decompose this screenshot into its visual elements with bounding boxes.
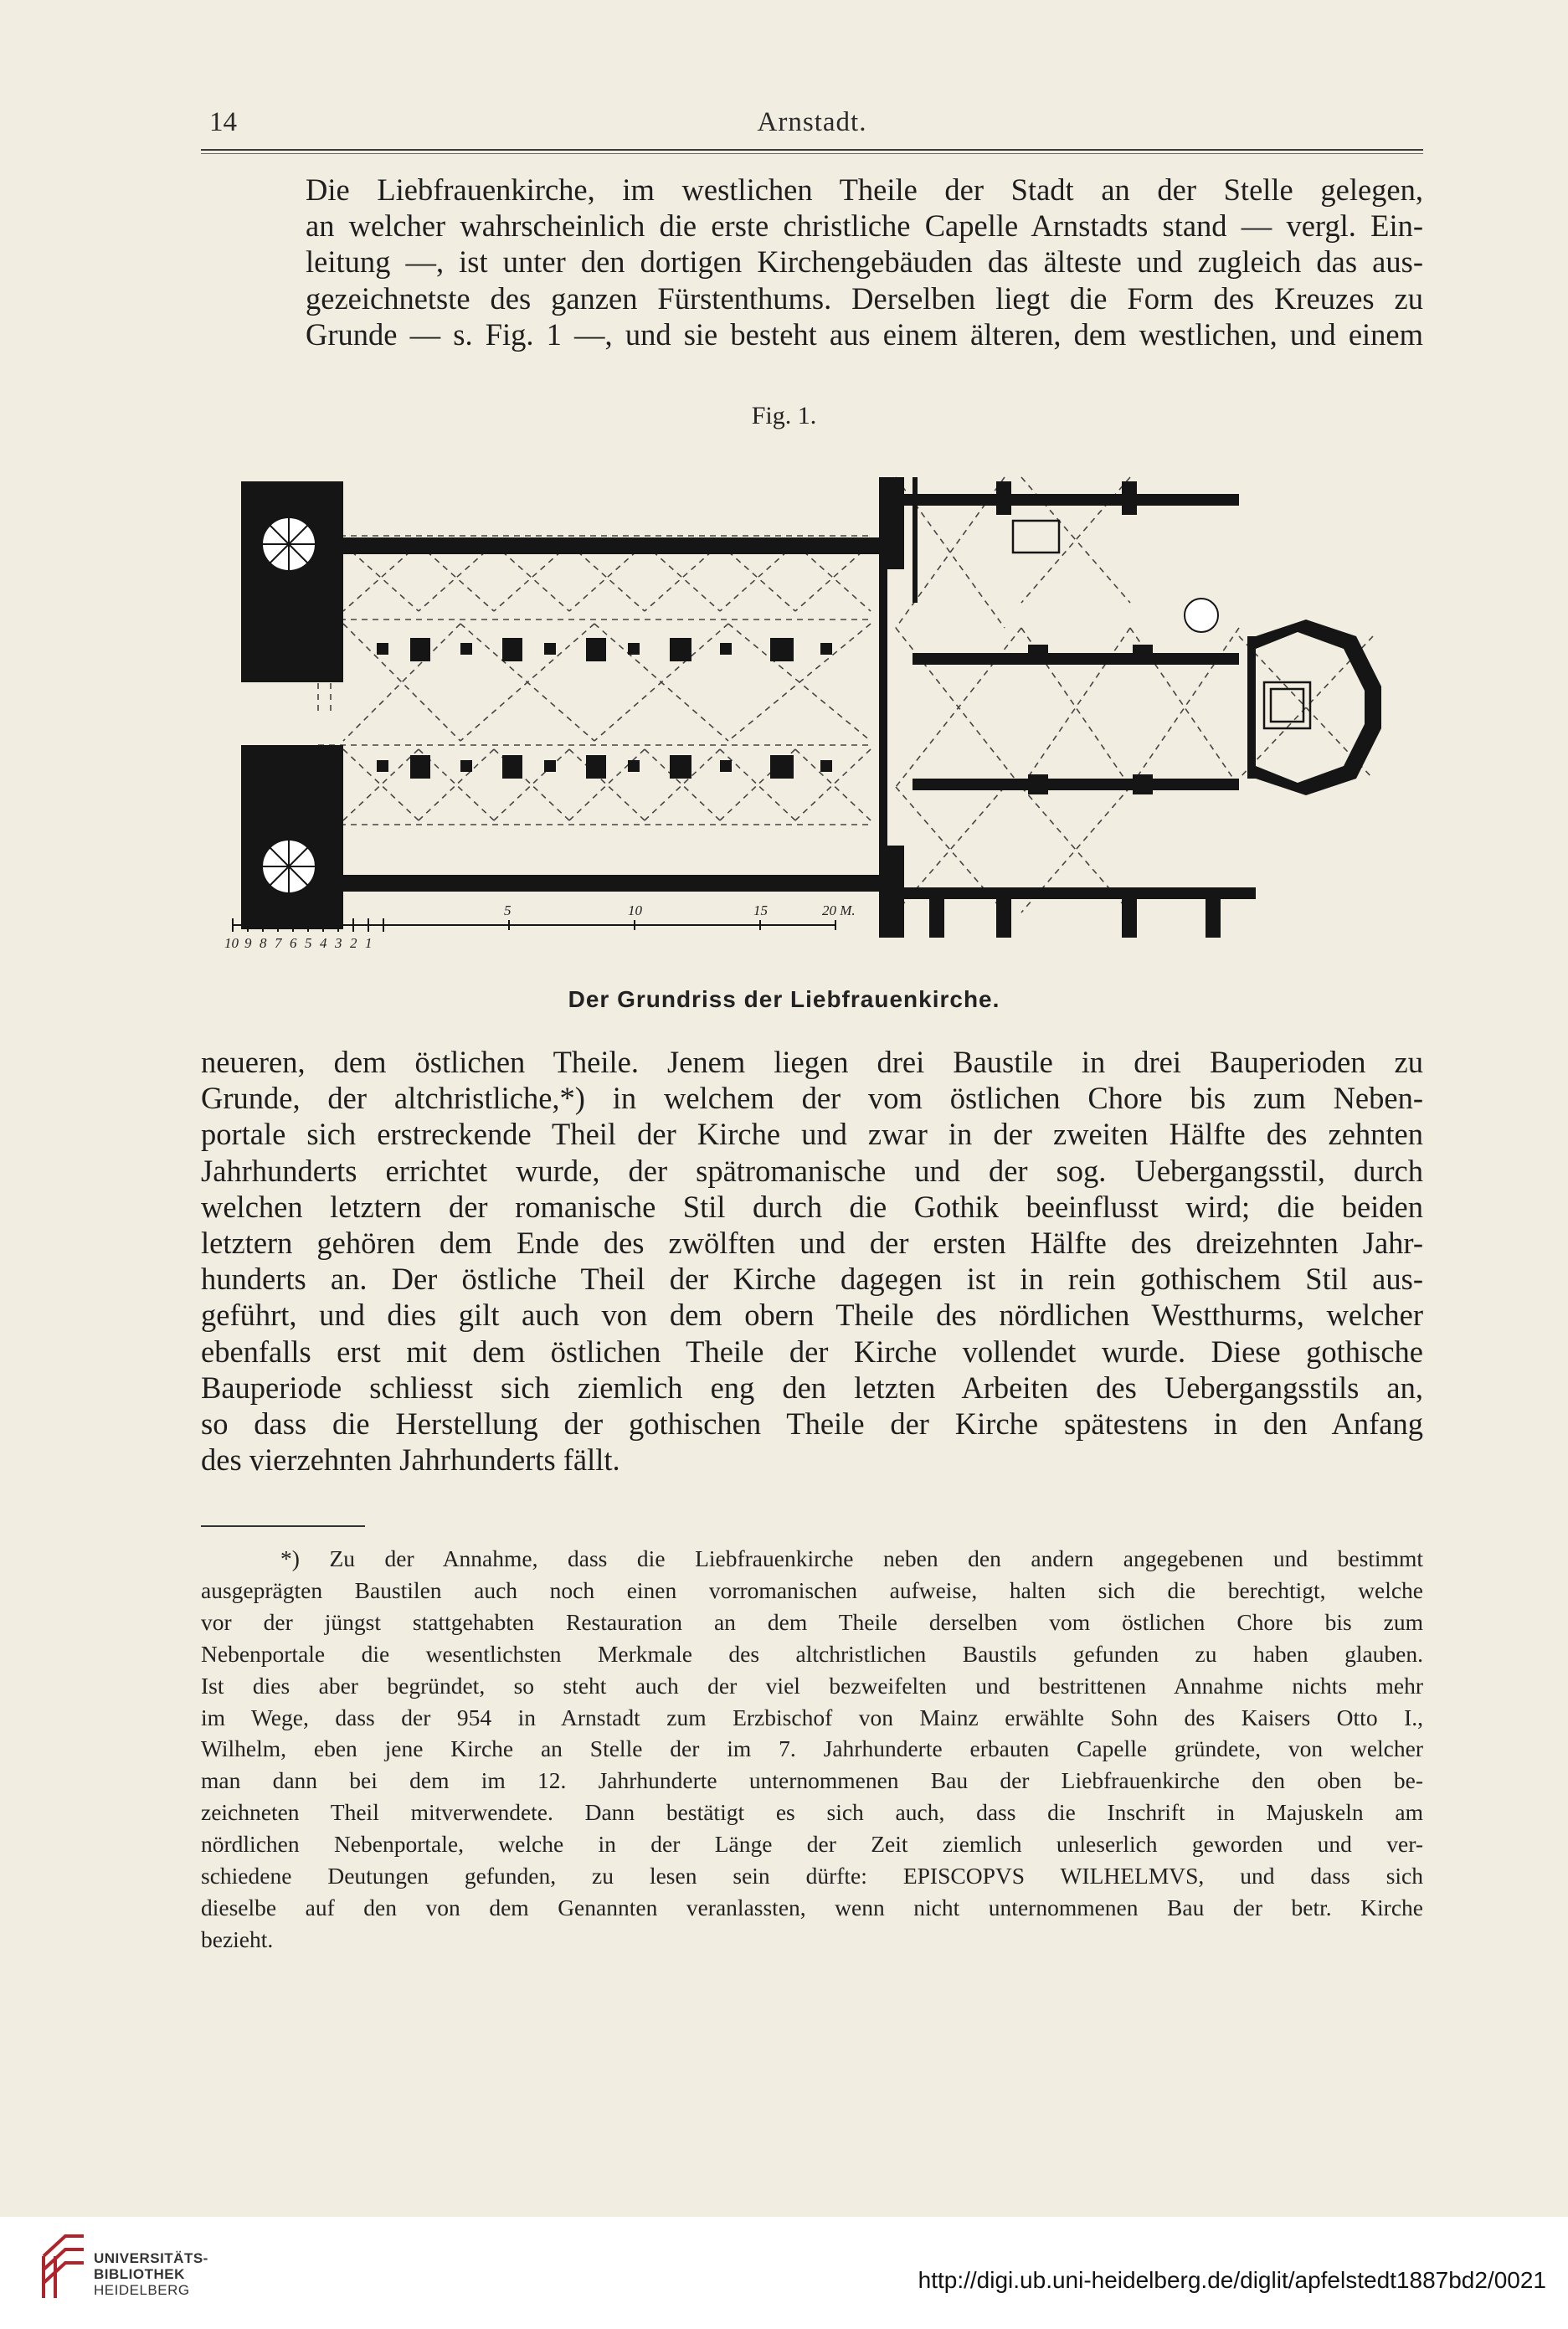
scale-label: 3 [335,935,342,951]
scale-label: 10 [224,935,239,951]
library-name-line: BIBLIOTHEK [94,2266,185,2282]
text-line: leitung —, ist unter den dortigen Kirchengebäuden das älteste und zugleich das aus- [306,244,1423,280]
text-line: letztern gehören dem Ende des zwölften und der ersten Hälfte des dreizehnten Jahr- [201,1226,1423,1261]
footnote-line: Wilhelm, eben jene Kirche an Stelle der im 7. Jahrhunderte erbauten Capelle gründete, von welcher [201,1735,1423,1762]
paragraph-1 [201,172,1423,352]
footnote-line: vor der jüngst stattgehabten Restauration an dem Theile derselben vom östlichen Chore bis zum [201,1608,1423,1635]
text-line: an welcher wahrscheinlich die erste christliche Capelle Arnstadts stand — vergl. Ein- [306,208,1423,244]
scale-label: 15 [753,902,768,918]
footnote-line: nördlichen Nebenportale, welche in der Länge der Zeit ziemlich unleserlich geworden und ver- [201,1831,1423,1858]
scale-label: 7 [275,935,282,951]
scale-label: 4 [320,935,327,951]
footnote-line: Ist dies aber begründet, so steht auch der viel bezweifelten und bestrittenen Annahme nichts mehr [201,1672,1423,1699]
scale-label: 9 [244,935,252,951]
text-line: ebenfalls erst mit dem östlichen Theile der Kirche vollendet wurde. Diese gothische [201,1334,1423,1369]
header-rule-thin [201,153,1423,154]
altar [1013,521,1310,728]
text-line: Grunde, der altchristliche,*) in welchem der vom östlichen Chore bis zum Neben- [201,1081,1423,1116]
running-header [201,107,1423,149]
scale-label: 2 [350,935,357,951]
scale-label: 5 [305,935,312,951]
paragraph-2 [201,1044,1423,1478]
tower-stairs [262,517,1218,893]
text-line: Grunde — s. Fig. 1 —, und sie besteht aus einem älteren, dem westlichen, und einem [306,316,1423,352]
footnote-line: schiedene Deutungen gefunden, zu lesen sein dürfte: EPISCOPVS WILHELMVS, und dass sich [201,1863,1423,1889]
text-line: Die Liebfrauenkirche, im westlichen Theile der Stadt an der Stelle gelegen, [306,172,1423,207]
text-line: welchen letztern der romanische Stil durch die Gothik beeinflusst wird; die beiden [201,1189,1423,1224]
text-line: gezeichnetste des ganzen Fürstenthums. Derselben liegt die Form des Kreuzes zu [306,280,1423,316]
library-name [94,2250,208,2298]
floor-plan-figure [218,444,1440,979]
scale-label: 6 [290,935,297,951]
header-rule [201,149,1423,151]
text-line: des vierzehnten Jahrhunderts fällt. [201,1442,620,1478]
page-number: 14 [209,107,237,137]
text-line: Jahrhunderts errichtet wurde, der spätromanische und der sog. Uebergangsstil, durch [201,1153,1423,1188]
footnote-line: zeichneten Theil mitverwendete. Dann bestätigt es sich auch, dass die Inschrift in Majuskeln am [201,1799,1423,1826]
source-url-link[interactable]: http://digi.ub.uni-heidelberg.de/diglit/apfelstedt1887bd2/0021 [918,2267,1546,2293]
library-name-line: HEIDELBERG [94,2282,190,2298]
text-line: portale sich erstreckende Theil der Kirche und zwar in der zweiten Hälfte des zehnten [201,1117,1423,1152]
footnote-rule [201,1525,365,1527]
scale-label: 5 [504,902,512,918]
scale-label: 8 [260,935,267,951]
footnote-line: ausgeprägten Baustilen auch noch einen vorromanischen aufweise, halten sich die berechtigt, welche [201,1576,1423,1603]
walls [241,477,1381,938]
text-line: so dass die Herstellung der gothischen Theile der Kirche spätestens in den Anfang [201,1406,1423,1442]
running-title: Arnstadt. [757,107,867,137]
scale-label: 20 M. [822,902,856,918]
scale-label: 1 [365,935,373,951]
text-line: Bauperiode schliesst sich ziemlich eng den letzten Arbeiten des Uebergangsstils an, [201,1370,1423,1405]
footnote-line: man dann bei dem im 12. Jahrhunderte unternommenen Bau der Liebfrauenkirche den oben be- [201,1767,1423,1794]
footnote-line: dieselbe auf den von dem Genannten veranlassten, wenn nicht unternommenen Bau der betr. Kirche [201,1894,1423,1920]
text-line: geführt, und dies gilt auch von dem obern Theile des nördlichen Westthurms, welcher [201,1298,1423,1333]
footnote-line: bezieht. [201,1925,274,1952]
footnote-line: *) Zu der Annahme, dass die Liebfrauenkirche neben den andern angegebenen und bestimmt [280,1545,1423,1571]
text-line: hunderts an. Der östliche Theil der Kirche dagegen ist in rein gothischem Stil aus- [201,1262,1423,1297]
figure-caption: Der Grundriss der Liebfrauenkirche. [568,986,1000,1012]
library-logo-icon [40,2231,87,2301]
scale-label: 10 [628,902,642,918]
footnote-line: Nebenportale die wesentlichsten Merkmale des altchristlichen Baustils gefunden zu haben glauben. [201,1640,1423,1667]
scale-bar [233,918,835,932]
footnote-line: im Wege, dass der 954 in Arnstadt zum Erzbischof von Mainz erwählte Sohn des Kaisers Otto I., [201,1704,1423,1730]
text-line: neueren, dem östlichen Theile. Jenem liegen drei Baustile in drei Bauperioden zu [201,1045,1423,1079]
figure-label: Fig. 1. [751,402,817,429]
footnote [201,1543,1423,1956]
library-name-line: UNIVERSITÄTS- [94,2250,208,2266]
